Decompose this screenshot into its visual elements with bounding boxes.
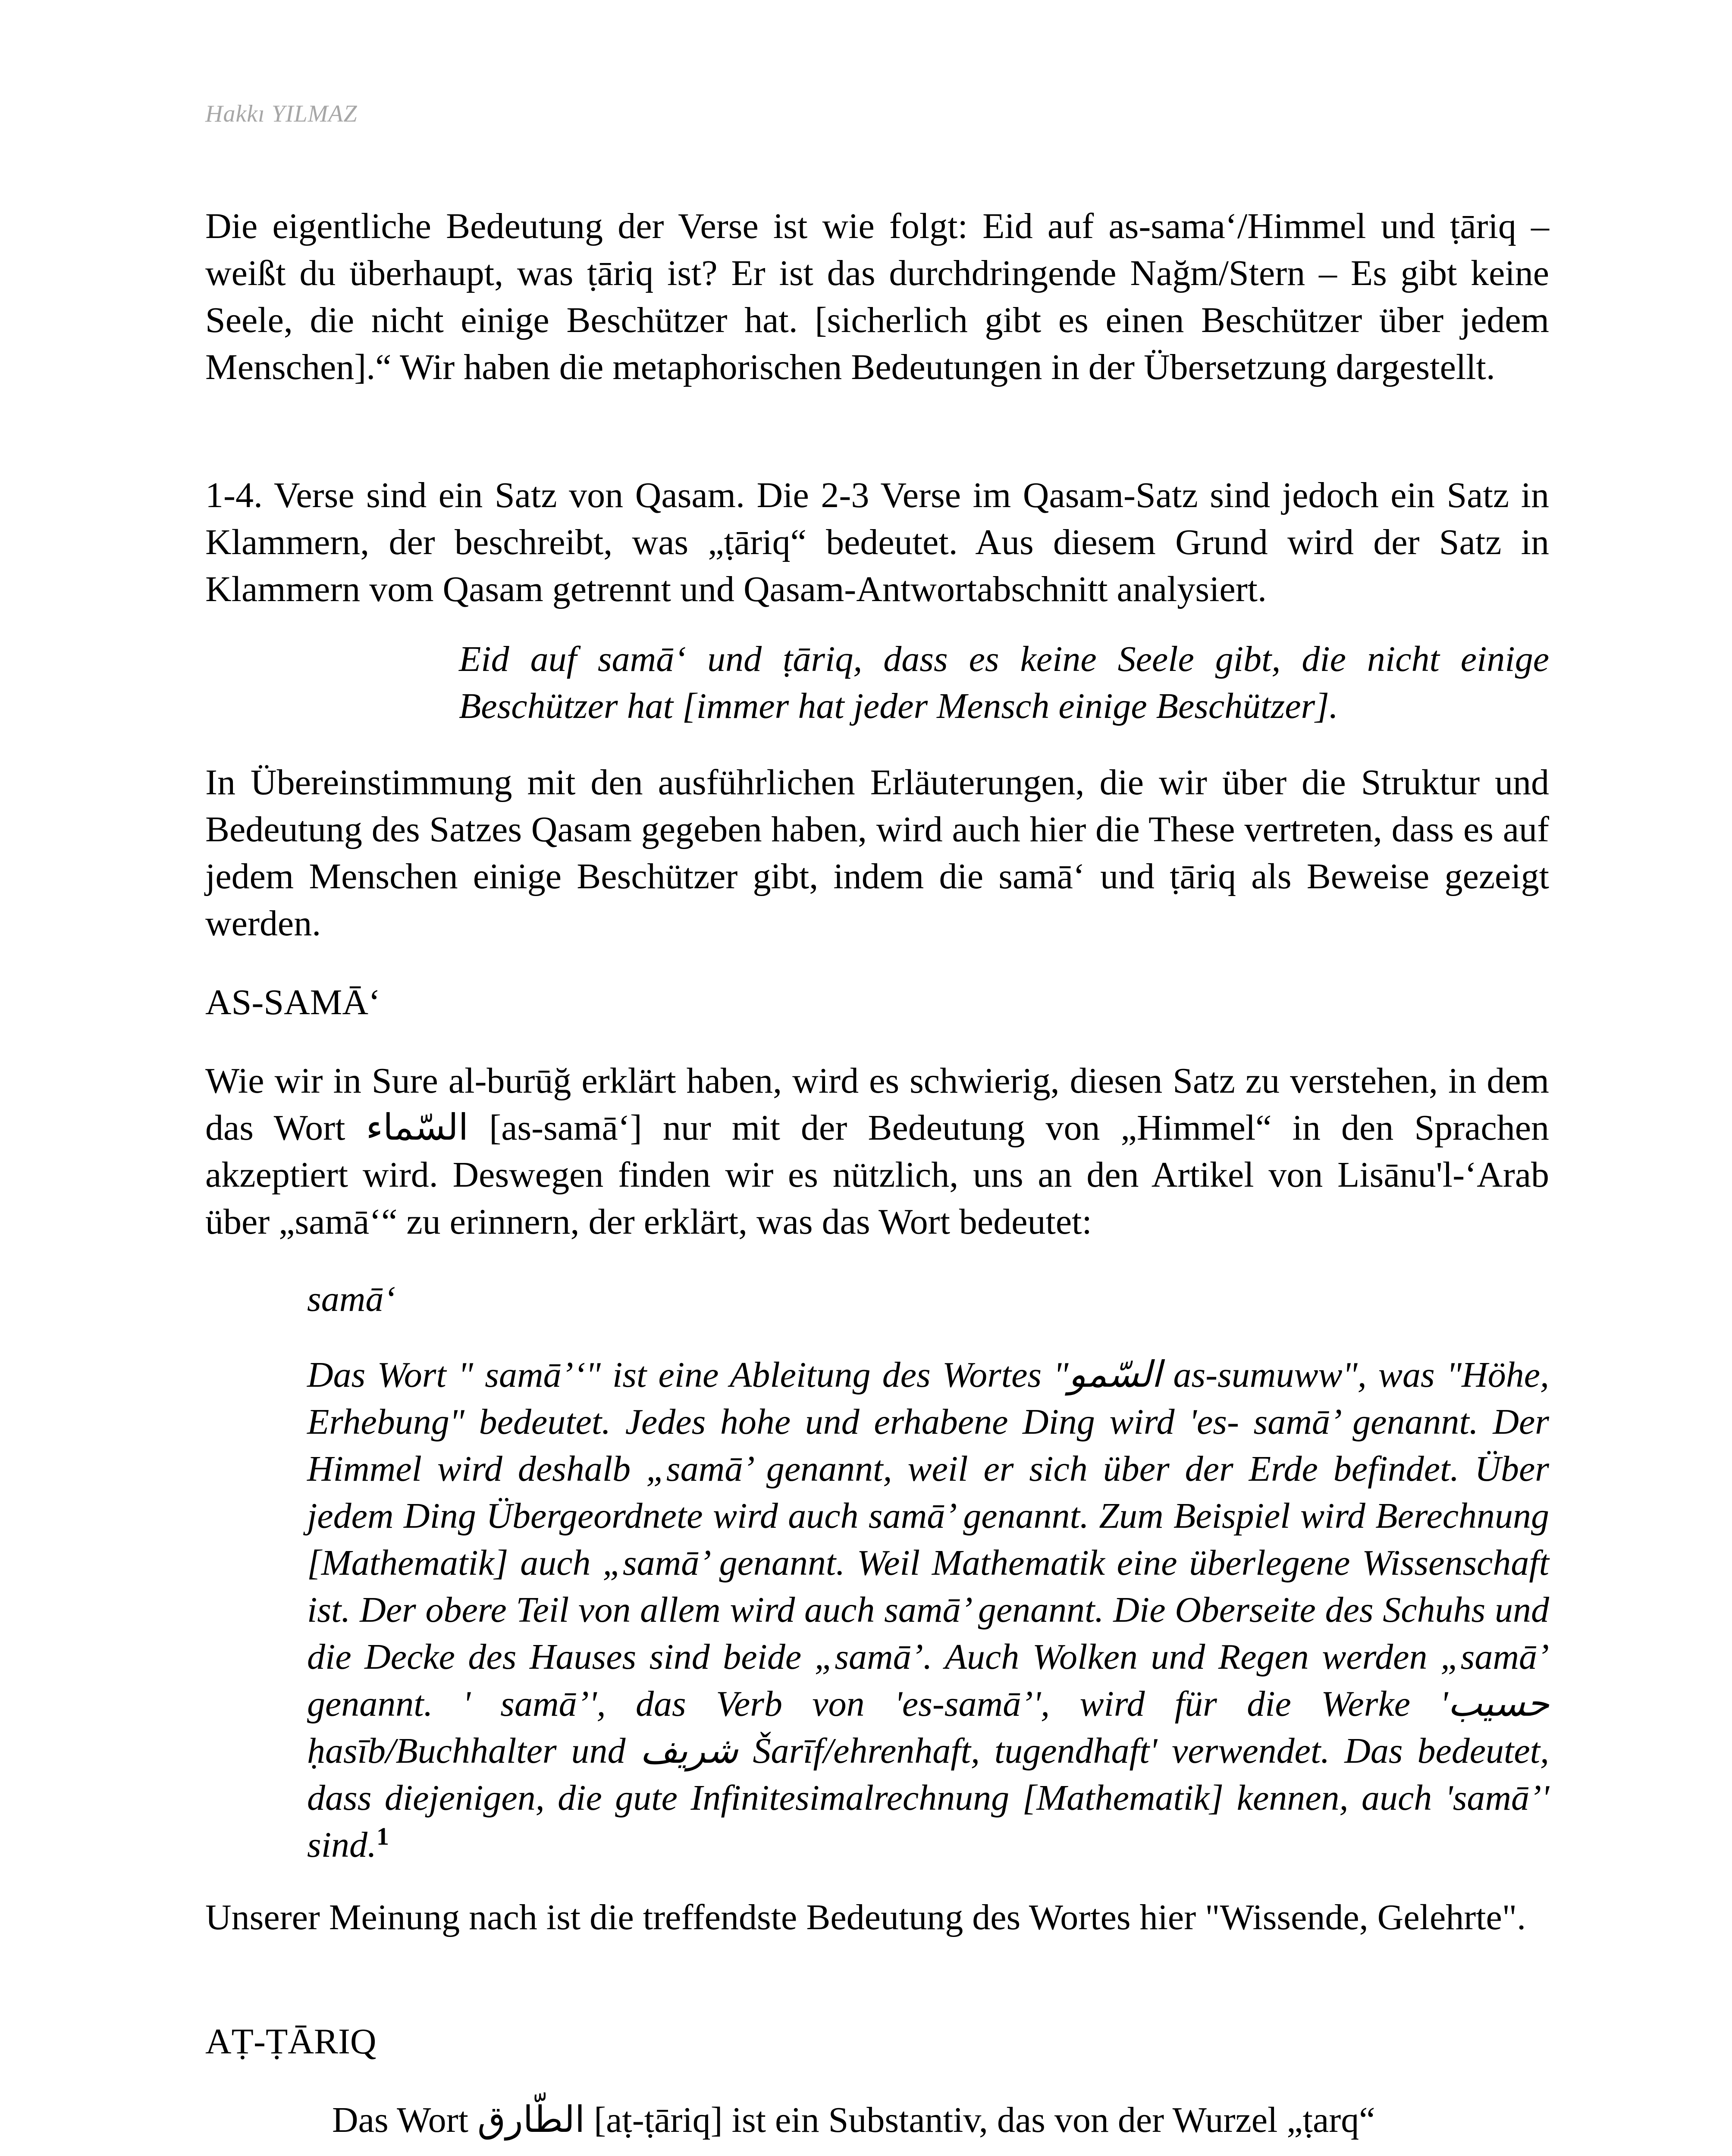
- block-quote-translation: Eid auf samā‘ und ṭāriq, dass es keine Seele gibt, die nicht einige Beschützer hat [immer hat jeder Mensch einige Beschützer].: [459, 639, 1549, 726]
- footnote-reference[interactable]: 1: [377, 1822, 389, 1850]
- running-header-author: Hakkı YILMAZ: [205, 100, 358, 127]
- paragraph-qasam-sentence: 1-4. Verse sind ein Satz von Qasam. Die 2-3 Verse im Qasam-Satz sind jedoch ein Satz in Klammern, der beschreibt, was „ṭāriq“ bedeutet. Aus diesem Grund wird der Satz in Klammern vom Qasam getrennt und Qasam-Antwortabschnitt analysiert.: [205, 475, 1549, 609]
- paragraph-thesis: In Übereinstimmung mit den ausführlichen Erläuterungen, die wir über die Struktur und Bedeutung des Satzes Qasam gegeben haben, wird auch hier die These vertreten, dass es auf jedem Menschen einige Beschützer gibt, indem die samā‘ und ṭāriq als Beweise gezeigt werden.: [205, 762, 1549, 943]
- paragraph-verse-meaning: Die eigentliche Bedeutung der Verse ist wie folgt: Eid auf as-sama‘/Himmel und ṭāriq – weißt du überhaupt, was ṭāriq ist? Er ist das durchdringende Nağm/Stern – Es gibt keine Seele, die nicht einige Beschützer hat. [sicherlich gibt es einen Beschützer über jedem Menschen].“ Wir haben die metaphorischen Bedeutungen in der Übersetzung dargestellt.: [205, 206, 1549, 387]
- paragraph-lisan-reference: Wie wir in Sure al-burūğ erklärt haben, wird es schwierig, diesen Satz zu verstehen, in dem das Wort السّماء [as-samā‘] nur mit der Bedeutung von „Himmel“ in den Sprachen akzeptiert wird. Deswegen finden wir es nützlich, uns an den Artikel von Lisānu'l-‘Arab über „samā‘“ zu erinnern, der erklärt, was das Wort bedeutet:: [205, 1061, 1550, 1242]
- section-heading-at-tariq: AṬ-ṬĀRIQ: [205, 2021, 377, 2062]
- block-quote-lexicon-entry: [307, 1351, 1549, 1868]
- lexicon-entry-text: Das Wort " samā’‘" ist eine Ableitung des Wortes "السّمو as-sumuww", was "Höhe, Erhebung" bedeutet. Jedes hohe und erhabene Ding wird 'es- samā’ genannt. Der Himmel wird deshalb „samā’ genannt, weil er sich über der Erde befindet. Über jedem Ding Übergeordnete wird auch samā’ genannt. Zum Beispiel wird Berechnung [Mathematik] auch „samā’ genannt. Weil Mathematik eine überlegene Wissenschaft ist. Der obere Teil von allem wird auch samā’ genannt. Die Oberseite des Schuhs und die Decke des Hauses sind beide „samā’. Auch Wolken und Regen werden „samā’ genannt. ' samā’', das Verb von 'es-samā’', wird für die Werke 'حسيب ḥasīb/Buchhalter und شريف Šarīf/ehrenhaft, tugendhaft' verwendet. Das bedeutet, dass diejenigen, die gute Infinitesimalrechnung [Mathematik] kennen, auch 'samā’' sind.: [307, 1355, 1550, 1865]
- block-quote-entry-label: samā‘: [307, 1279, 396, 1319]
- paragraph-tariq-root: Das Wort الطّارق [aṭ-ṭāriq] ist ein Substantiv, das von der Wurzel „ṭarq“: [332, 2100, 1375, 2140]
- section-heading-as-sama: AS-SAMĀ‘: [205, 982, 381, 1022]
- paragraph-opinion: Unserer Meinung nach ist die treffendste Bedeutung des Wortes hier "Wissende, Gelehrte".: [205, 1897, 1526, 1937]
